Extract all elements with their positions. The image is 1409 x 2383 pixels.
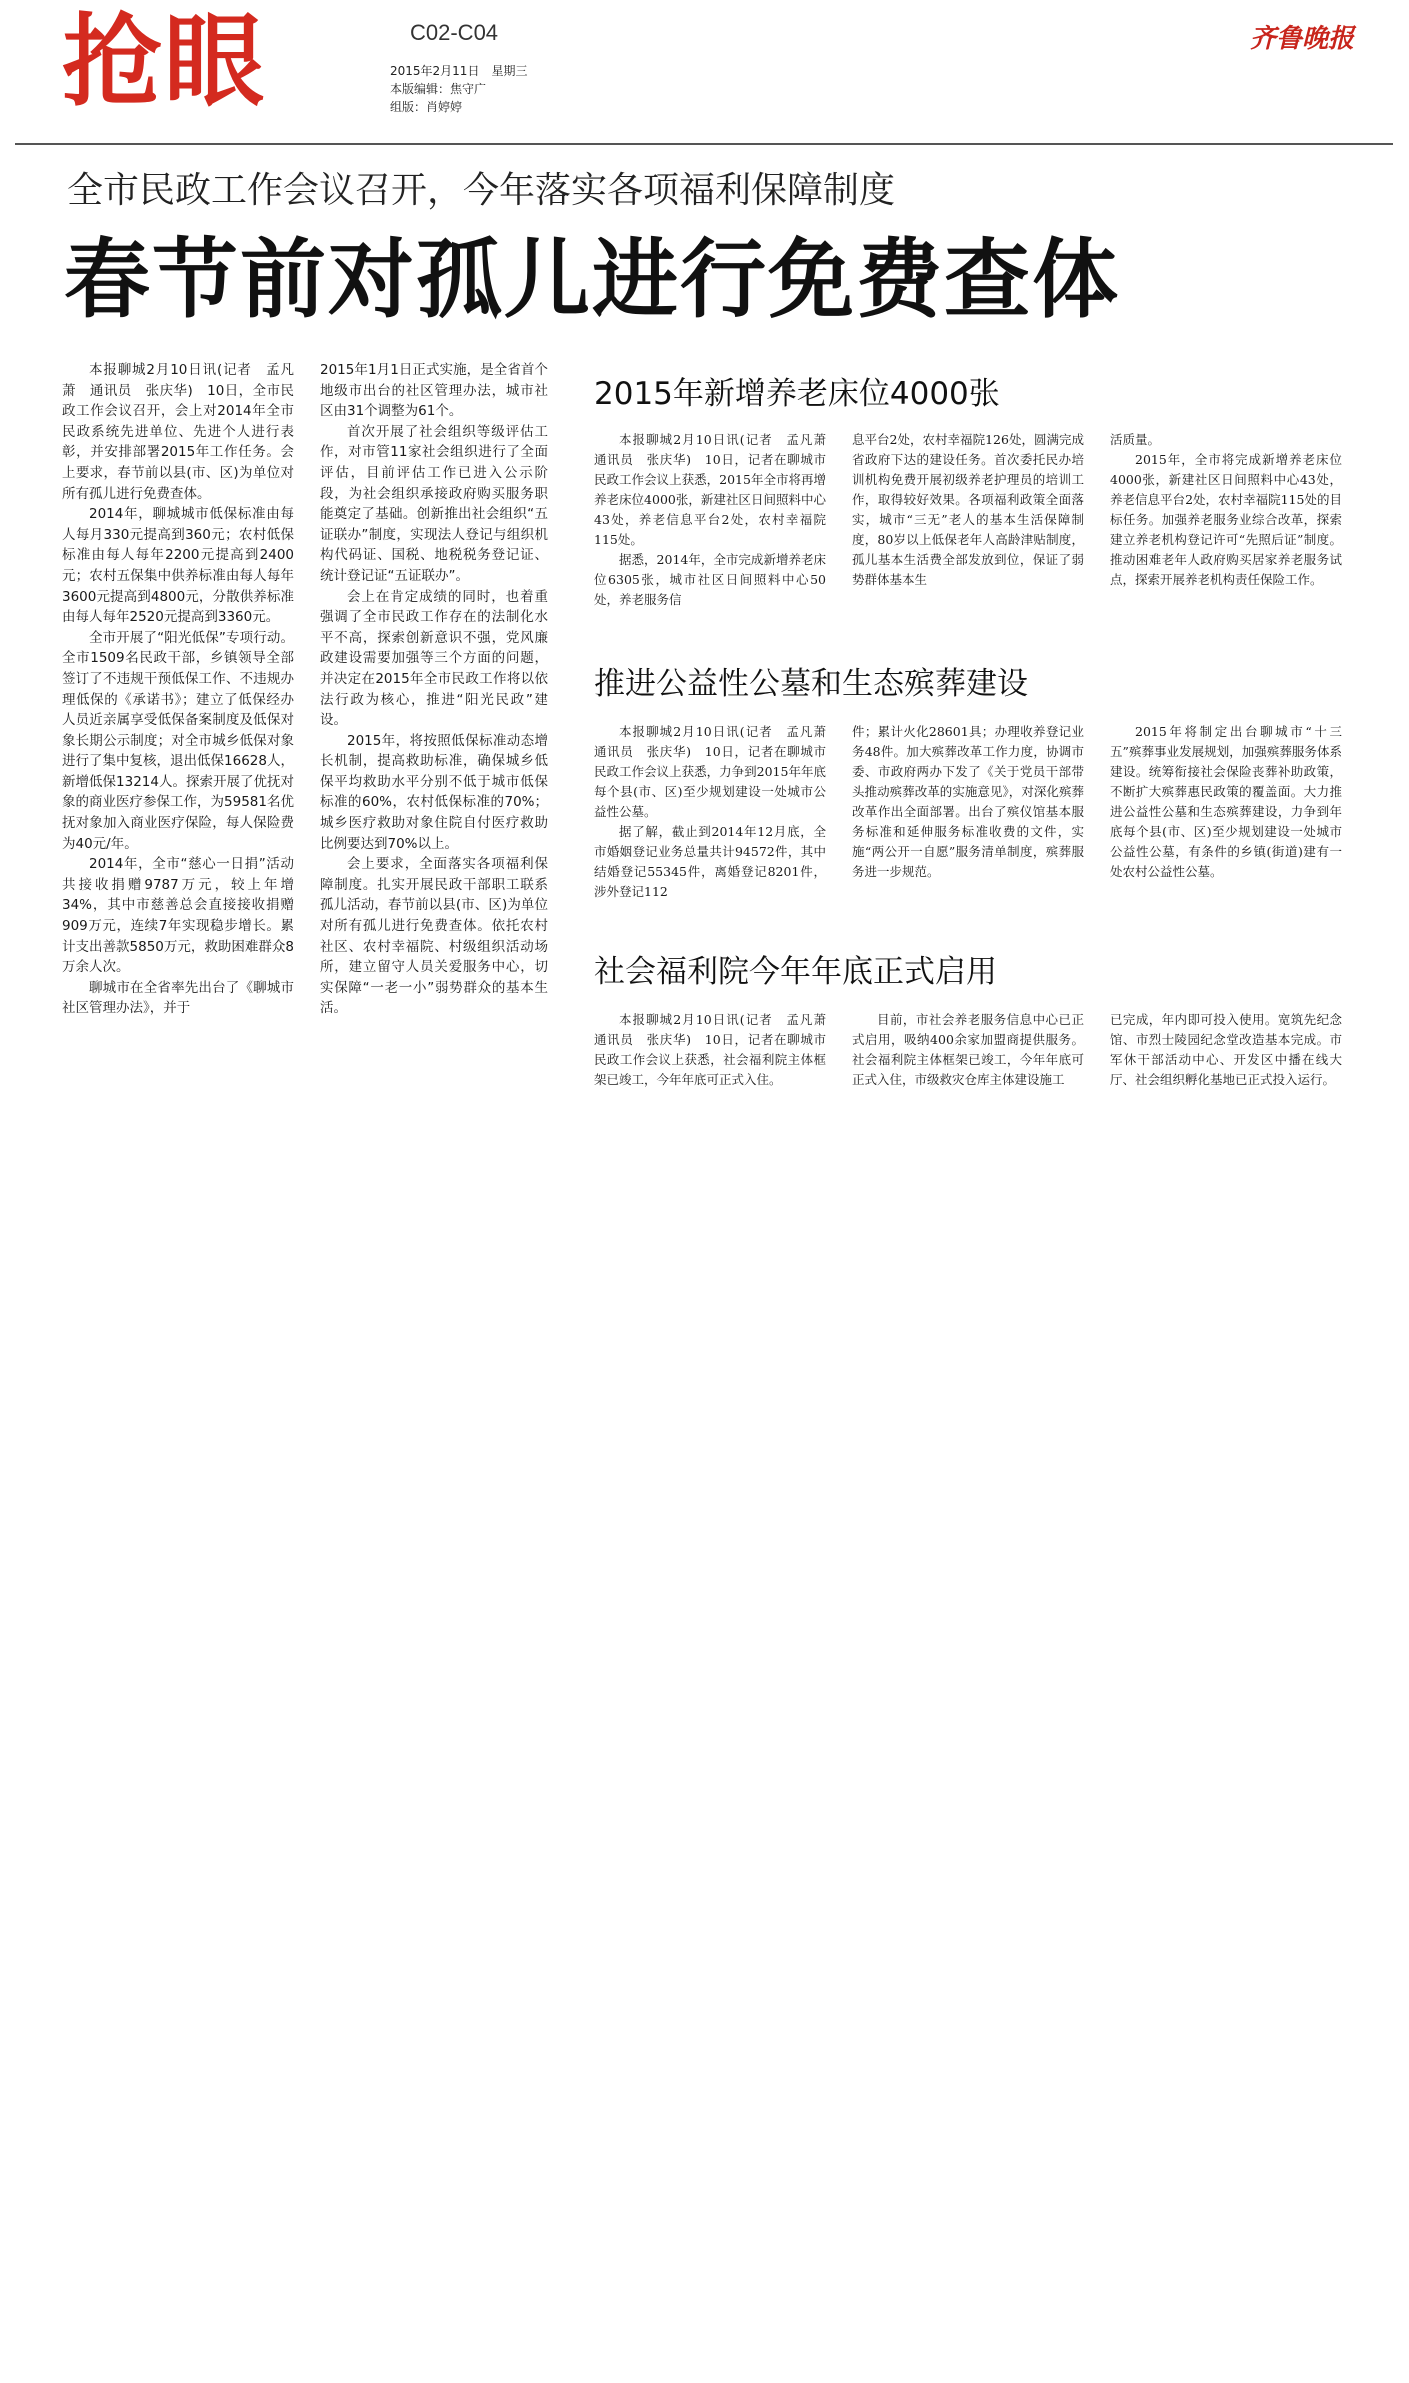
story1-column-2: [852, 430, 1084, 590]
story1-column-1: [594, 430, 839, 610]
paragraph: 据悉，2014年，全市完成新增养老床位6305张，城市社区日间照料中心50处，养老服务信: [594, 552, 826, 607]
story-headline: 春节前对孤儿进行免费查体: [64, 230, 1120, 330]
paragraph: 活质量。: [1110, 432, 1161, 447]
paragraph: 本报聊城2月10日讯(记者 孟凡萧 通讯员 张庆华) 10日，记者在聊城市民政工作会议上获悉，社会福利院主体框架已竣工，今年年底可正式入住。: [594, 1012, 839, 1087]
paragraph: 全市开展了“阳光低保”专项行动。全市1509名民政干部，乡镇领导全部签订了不违规干预低保工作、不违规办理低保的《承诺书》；建立了低保经办人员近亲属享受低保备案制度及低保对象长期公示制度；对全市城乡低保对象进行了集中复核，退出低保16628人，新增低保13214人。探索开展了优抚对象的商业医疗参保工作，为59581名优抚对象加入商业医疗保险，每人保险费为40元/年。: [62, 629, 294, 852]
story2-column-2: [852, 722, 1084, 882]
story1-column-3: [1110, 430, 1342, 590]
paragraph: 已完成，年内即可投入使用。宽筑先纪念馆、市烈士陵园纪念堂改造基本完成。市军休干部活动中心、开发区中播在线大厅、社会组织孵化基地已正式投入运行。: [1110, 1012, 1342, 1087]
paragraph: 本报聊城2月10日讯(记者 孟凡萧 通讯员 张庆华) 10日，记者在聊城市民政工作会议上获悉，力争到2015年年底每个县(市、区)至少规划建设一处城市公益性公墓。: [594, 724, 839, 819]
paragraph: 首次开展了社会组织等级评估工作，对市管11家社会组织进行了全面评估，目前评估工作已进入公示阶段，为社会组织承接政府购买服务职能奠定了基础。创新推出社会组织“五证联办”制度，实现法人登记与组织机构代码证、国税、地税税务登记证、统计登记证“五证联办”。: [320, 423, 548, 584]
masthead-rule: [15, 143, 1393, 145]
newspaper-brand: 齐鲁晚报: [1250, 24, 1355, 54]
story3-column-3: [1110, 1010, 1342, 1090]
paragraph: 目前，市社会养老服务信息中心已正式启用，吸纳400余家加盟商提供服务。社会福利院主体框架已竣工，今年年底可正式入住，市级救灾仓库主体建设施工: [852, 1012, 1084, 1087]
story3-column-2: [852, 1010, 1084, 1090]
story2-column-3: [1110, 722, 1342, 882]
layout-credit: 组版：肖婷婷: [390, 100, 463, 114]
story-title: 2015年新增养老床位4000张: [594, 376, 1000, 412]
paragraph: 2015年将制定出台聊城市“十三五”殡葬事业发展规划，加强殡葬服务体系建设。统筹衔接社会保险丧葬补助政策，不断扩大殡葬惠民政策的覆盖面。大力推进公益性公墓和生态殡葬建设，力争到年底每个县(市、区)至少规划建设一处城市公益性公墓，有条件的乡镇(街道)建有一处农村公益性公墓。: [1110, 724, 1342, 879]
story-title: 社会福利院今年年底正式启用: [594, 954, 997, 990]
story-subtitle: 全市民政工作会议召开，今年落实各项福利保障制度: [67, 170, 896, 211]
issue-date: 2015年2月11日 星期三: [390, 64, 528, 78]
paragraph: 会上要求，全面落实各项福利保障制度。扎实开展民政干部职工联系孤儿活动，春节前以县(市、区)为单位对所有孤儿进行免费查体。依托农村社区、农村幸福院、村级组织活动场所，建立留守人员关爱服务中心，切实保障“一老一小”弱势群众的基本生活。: [320, 856, 548, 1017]
main-column-2: [320, 360, 548, 1019]
paragraph: 本报聊城2月10日讯(记者 孟凡萧 通讯员 张庆华) 10日，全市民政工作会议召开，会上对2014年全市民政系统先进单位、先进个人进行表彰，并安排部署2015年工作任务。会上要求，春节前以县(市、区)为单位对所有孤儿进行免费查体。: [62, 362, 294, 502]
paragraph: 2015年，全市将完成新增养老床位4000张，新建社区日间照料中心43处，养老信息平台2处，农村幸福院115处的目标任务。加强养老服务业综合改革，探索建立养老机构登记许可“先照后证”制度。推动困难老年人政府购买居家养老服务试点，探索开展养老机构责任保险工作。: [1110, 452, 1342, 587]
paragraph: 件；累计火化28601具；办理收养登记业务48件。加大殡葬改革工作力度，协调市委、市政府两办下发了《关于党员干部带头推动殡葬改革的实施意见》，对深化殡葬改革作出全面部署。出台了殡仪馆基本服务标准和延伸服务标准收费的文件，实施“两公开一自愿”服务清单制度，殡葬服务进一步规范。: [852, 724, 1084, 879]
paragraph: 2015年，将按照低保标准动态增长机制，提高救助标准，确保城乡低保平均救助水平分别不低于城市低保标准的60%，农村低保标准的70%；城乡医疗救助对象住院自付医疗救助比例要达到70%以上。: [320, 732, 548, 852]
paragraph: 会上在肯定成绩的同时，也着重强调了全市民政工作存在的法制化水平不高，探索创新意识不强，党风廉政建设需要加强等三个方面的问题，并决定在2015年全市民政工作将以依法行政为核心，推进“阳光民政”建设。: [320, 588, 548, 729]
paragraph: 2014年，全市“慈心一日捐”活动共接收捐赠9787万元，较上年增34%，其中市慈善总会直接接收捐赠909万元，连续7年实现稳步增长。累计支出善款5850万元，救助困难群众8万余人次。: [62, 856, 294, 976]
editor-credit: 本版编辑：焦守广: [390, 82, 487, 96]
paragraph: 聊城市在全省率先出台了《聊城市社区管理办法》，并于: [62, 979, 294, 1017]
story-title: 推进公益性公墓和生态殡葬建设: [594, 666, 1028, 702]
paragraph: 2015年1月1日正式实施，是全省首个地级市出台的社区管理办法，城市社区由31个调整为61个。: [320, 362, 548, 420]
paragraph: 息平台2处，农村幸福院126处，圆满完成省政府下达的建设任务。首次委托民办培训机构免费开展初级养老护理员的培训工作，取得较好效果。各项福利政策全面落实，城市“三无”老人的基本生活保障制度，80岁以上低保老年人高龄津贴制度，孤儿基本生活费全部发放到位，保证了弱势群体基本生: [852, 432, 1084, 587]
main-column-1: [62, 360, 294, 1019]
paragraph: 据了解，截止到2014年12月底，全市婚姻登记业务总量共计94572件，其中结婚登记55345件，离婚登记8201件，涉外登记112: [594, 824, 826, 899]
section-logo: 抢眼: [62, 3, 266, 120]
story3-column-1: [594, 1010, 839, 1090]
page-range: C02-C04: [410, 20, 499, 45]
story2-column-1: [594, 722, 839, 902]
paragraph: 本报聊城2月10日讯(记者 孟凡萧 通讯员 张庆华) 10日，记者在聊城市民政工作会议上获悉，2015年全市将再增养老床位4000张，新建社区日间照料中心43处，养老信息平台2处，农村幸福院115处。: [594, 432, 839, 547]
paragraph: 2014年，聊城城市低保标准由每人每月330元提高到360元；农村低保标准由每人每年2200元提高到2400元；农村五保集中供养标准由每人每年3600元提高到4800元，分散供养标准由每人每年2520元提高到3360元。: [62, 506, 294, 626]
